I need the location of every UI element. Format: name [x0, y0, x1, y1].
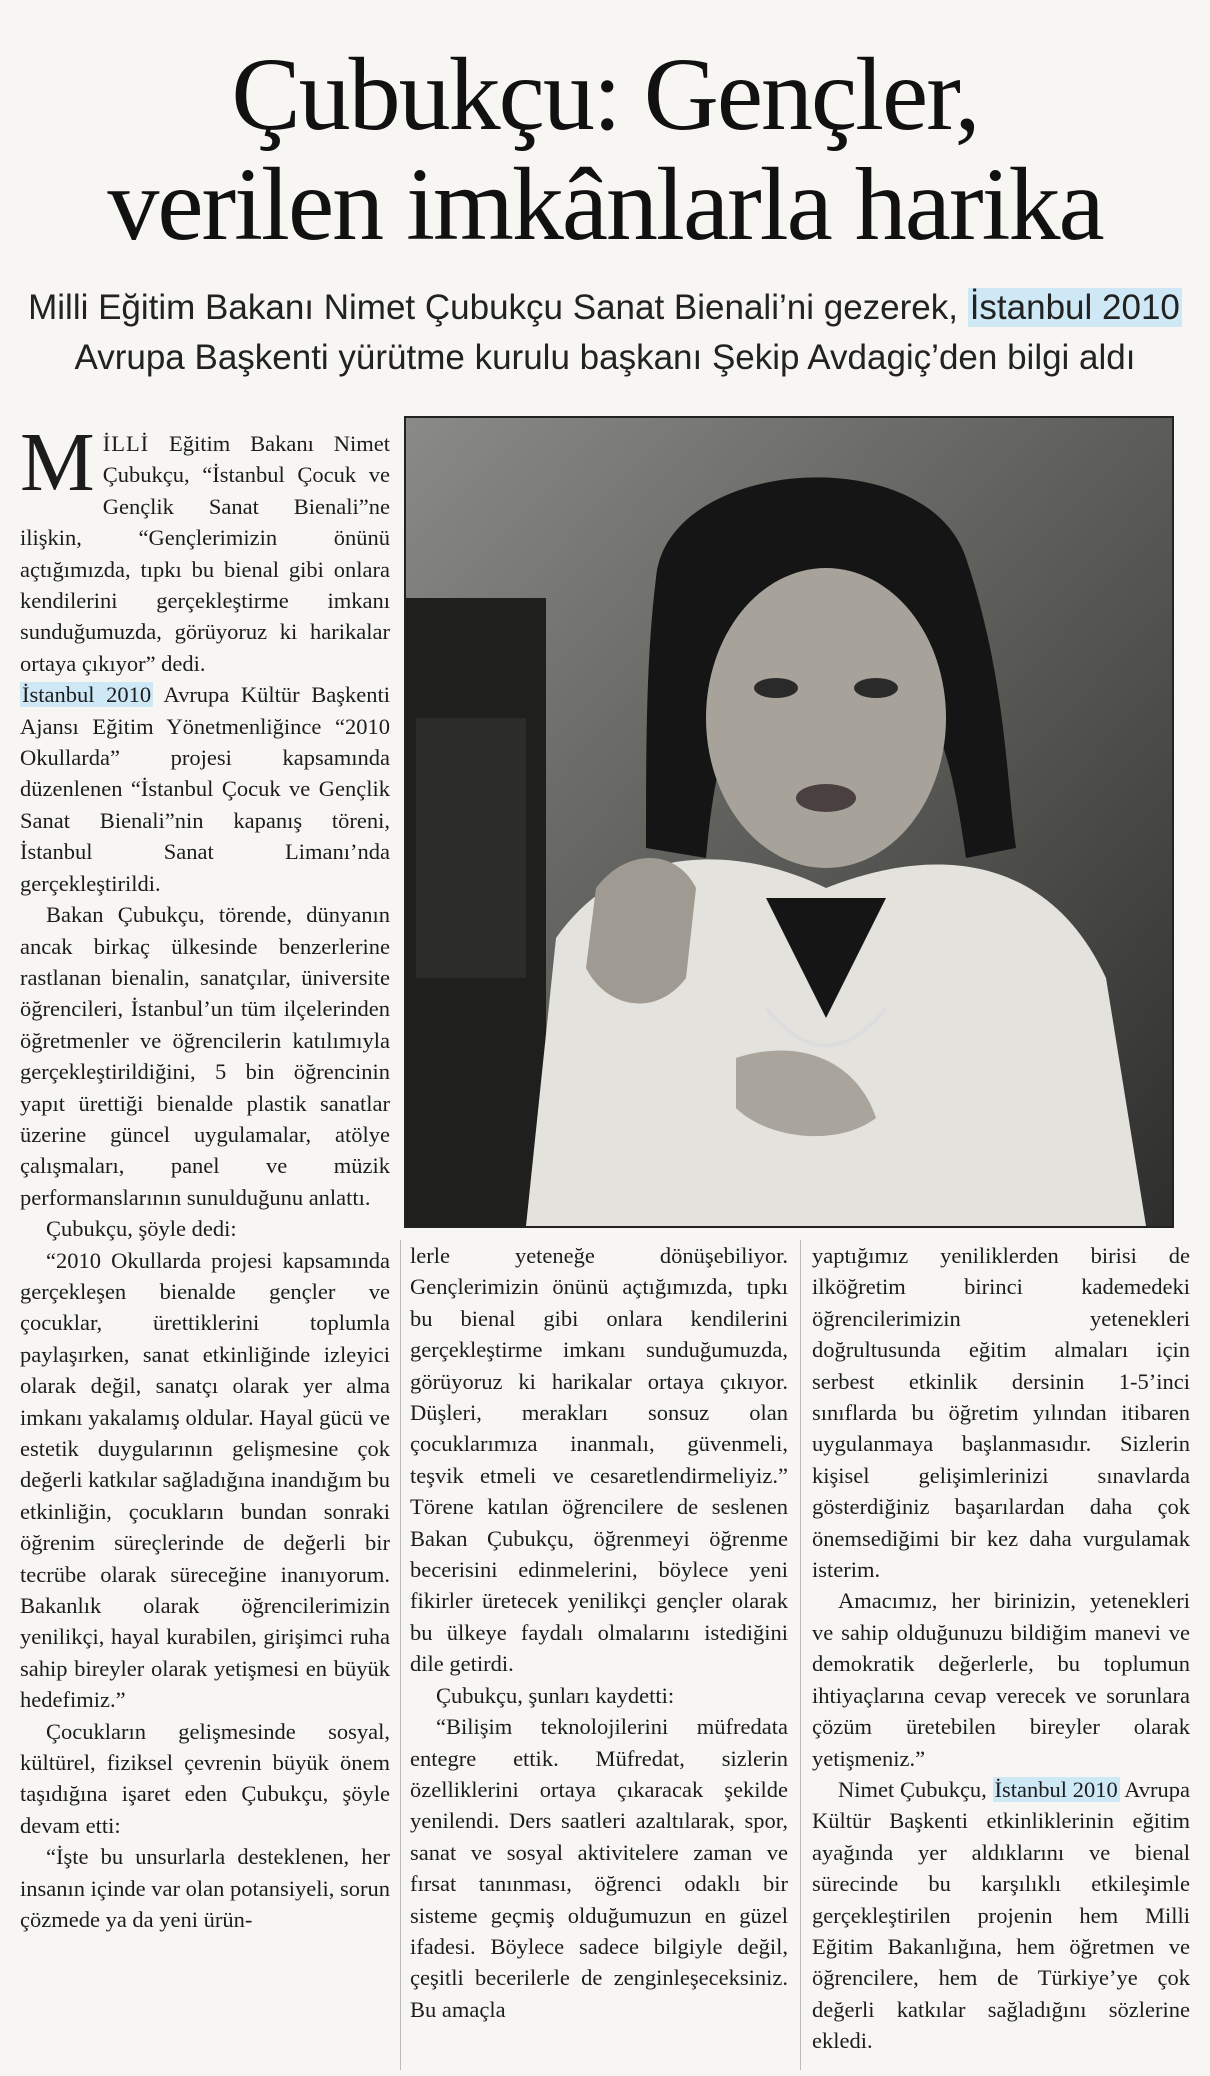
- subhead-line-2: Avrupa Başkenti yürütme kurulu başkanı Şekip Avdagiç’den bilgi aldı: [74, 338, 1136, 377]
- paragraph: lerle yeteneğe dönüşebiliyor. Gençlerimizin önünü açtığımızda, tıpkı bu bienal gibi onlara kendilerini gerçekleştirme imkanı sunduğumuzda, görüyoruz ki harikalar ortaya çıkıyor. Düşleri, merakları sonsuz olan çocuklarımıza inanmalı, güvenmeli, teşvik etmeli ve cesaretlendirmeliyiz.” Törene katılan öğrencilere de seslenen Bakan Çubukçu, öğrenmeyi öğrenme becerisini edinmelerini, böylece yeni fikirler üretecek yenilikçi gençler olarak bu ülkeye faydalı olmalarını istediğini dile getirdi.: [410, 1243, 788, 1677]
- subheadline: [10, 283, 1200, 383]
- paragraph: Çubukçu, şunları kaydetti:: [436, 1682, 675, 1708]
- column-divider: [400, 1240, 401, 2070]
- paragraph: “İşte bu unsurlarla desteklenen, her insanın içinde var olan potansiyeli, sorun çözmede ya da yeni ürün-: [20, 1844, 390, 1933]
- paragraph-text: Avrupa Kültür Başkenti Ajansı Eğitim Yönetmenliğince “2010 Okullarda” projesi kapsamında düzenlenen “İstanbul Çocuk ve Gençlik Sanat Bienali”nin kapanış töreni, İstanbul Sanat Limanı’nda gerçekleştirildi.: [20, 682, 390, 896]
- paragraph: “2010 Okullarda projesi kapsamında gerçekleşen bienalde gençler ve çocuklar, ürettiklerini toplumla paylaşırken, sanat etkinliğinde izleyici olarak değil, sanatçı olarak yer alma imkanı yakalamış oldular. Hayal gücü ve estetik duygularının gelişmesine çok değerli katkılar sağladığına inandığım bu etkinliğin, çocukların bundan sonraki öğrenim süreçlerinde de değerli bir tecrübe olarak süreceğine inanıyorum. Bakanlık olarak öğrencilerimizin yenilikçi, hayal kurabilen, girişimci ruha sahip bireyler olarak yetişmesi en büyük hedefimiz.”: [20, 1247, 390, 1713]
- inline-highlight: İstanbul 2010: [22, 682, 152, 708]
- drop-cap: M: [20, 416, 95, 509]
- column-divider: [800, 1240, 801, 2070]
- headline-line-1: Çubukçu: Gençler,: [231, 37, 979, 152]
- headline-line-2: verilen imkânlarla harika: [107, 147, 1103, 262]
- subhead-highlight: İstanbul 2010: [969, 288, 1180, 327]
- paragraph-text: Avrupa Kültür Başkenti etkinliklerinin eğitim ayağında yer aldıklarını ve bienal sürecinde bu karşılıklı etkileşimle gerçekleştirilen projenin hem Milli Eğitim Bakanlığına, hem öğretmen ve öğrencilere, hem de Türkiye’ye çok değerli katkılar sağladığını sözlerine ekledi.: [812, 1776, 1190, 2054]
- paragraph: Amacımız, her birinizin, yetenekleri ve sahip olduğunuzu bildiğim manevi ve demokratik değerlerle, bu toplumun ihtiyaçlarına cevap verecek ve sorunlara çözüm üretebilen bireyler olarak yetişmeniz.”: [812, 1588, 1190, 1771]
- paragraph: yaptığımız yeniliklerden birisi de ilköğretim birinci kademedeki öğrencilerimizin yetenekleri doğrultusunda eğitim almaları için serbest etkinlik dersinin 1-5’inci sınıflarda bu öğretim yılından itibaren uygulanmaya başlanmasıdır. Sizlerin kişisel gelişimlerinizi sınavlarda gösterdiğiniz başarılardan daha çok önemsediğimi bir kez daha vurgulamak isterim.: [812, 1243, 1190, 1583]
- lead-text: Eğitim Bakanı Nimet Çubukçu, “İstanbul Çocuk ve Gençlik Sanat Bienali”ne ilişkin, “Gençlerimizin önünü açtığımızda, tıpkı bu bienal gibi onlara kendilerini gerçekleştirme imkanı sunduğumuzda, görüyoruz ki harikalar ortaya çıkıyor” dedi.: [20, 431, 390, 676]
- lead-caps: İLLİ: [102, 431, 150, 456]
- paragraph: [20, 679, 390, 899]
- paragraph: [812, 1774, 1190, 2057]
- paragraph-text: Nimet Çubukçu,: [838, 1776, 987, 1802]
- paragraph: Çubukçu, şöyle dedi:: [46, 1216, 237, 1242]
- column-2: [410, 1240, 788, 2025]
- paragraph: Bakan Çubukçu, törende, dünyanın ancak birkaç ülkesinde benzerlerine rastlanan bienalin, sanatçılar, üniversite öğrencileri, İstanbul’un tüm ilçelerinden öğretmenler ve öğrencilerin katılımıyla gerçekleştirildiğini, 5 bin öğrencinin yapıt ürettiği bienalde plastik sanatlar üzerine güncel uygulamalar, atölye çalışmaları, panel ve müzik performanslarının sunulduğunu anlattı.: [20, 902, 390, 1210]
- column-1: [20, 416, 390, 1936]
- paragraph-lead: [20, 416, 390, 679]
- headline: [20, 37, 1190, 262]
- subhead-line-1-text: Milli Eğitim Bakanı Nimet Çubukçu Sanat Bienali’ni gezerek,: [28, 288, 958, 327]
- column-3: [812, 1240, 1190, 2057]
- paragraph: Çocukların gelişmesinde sosyal, kültürel, fiziksel çevrenin büyük önem taşıdığına işaret eden Çubukçu, şöyle devam etti:: [20, 1718, 390, 1838]
- photo-illustration: [406, 418, 1172, 1226]
- inline-highlight: İstanbul 2010: [994, 1776, 1118, 1802]
- paragraph: “Bilişim teknolojilerini müfredata entegre ettik. Müfredat, sizlerin özelliklerini ortaya çıkaracak şekilde yenilendi. Ders saatleri azaltılarak, spor, sanat ve sosyal aktivitelere zaman ve fırsat tanınması, öğrenci odaklı bir sisteme geçmiş olduğumuzun en güzel ifadesi. Böylece sadece bilgiyle değil, çeşitli becerilerle de zenginleşeceksiniz. Bu amaçla: [410, 1714, 788, 2022]
- article-photo: [404, 416, 1174, 1228]
